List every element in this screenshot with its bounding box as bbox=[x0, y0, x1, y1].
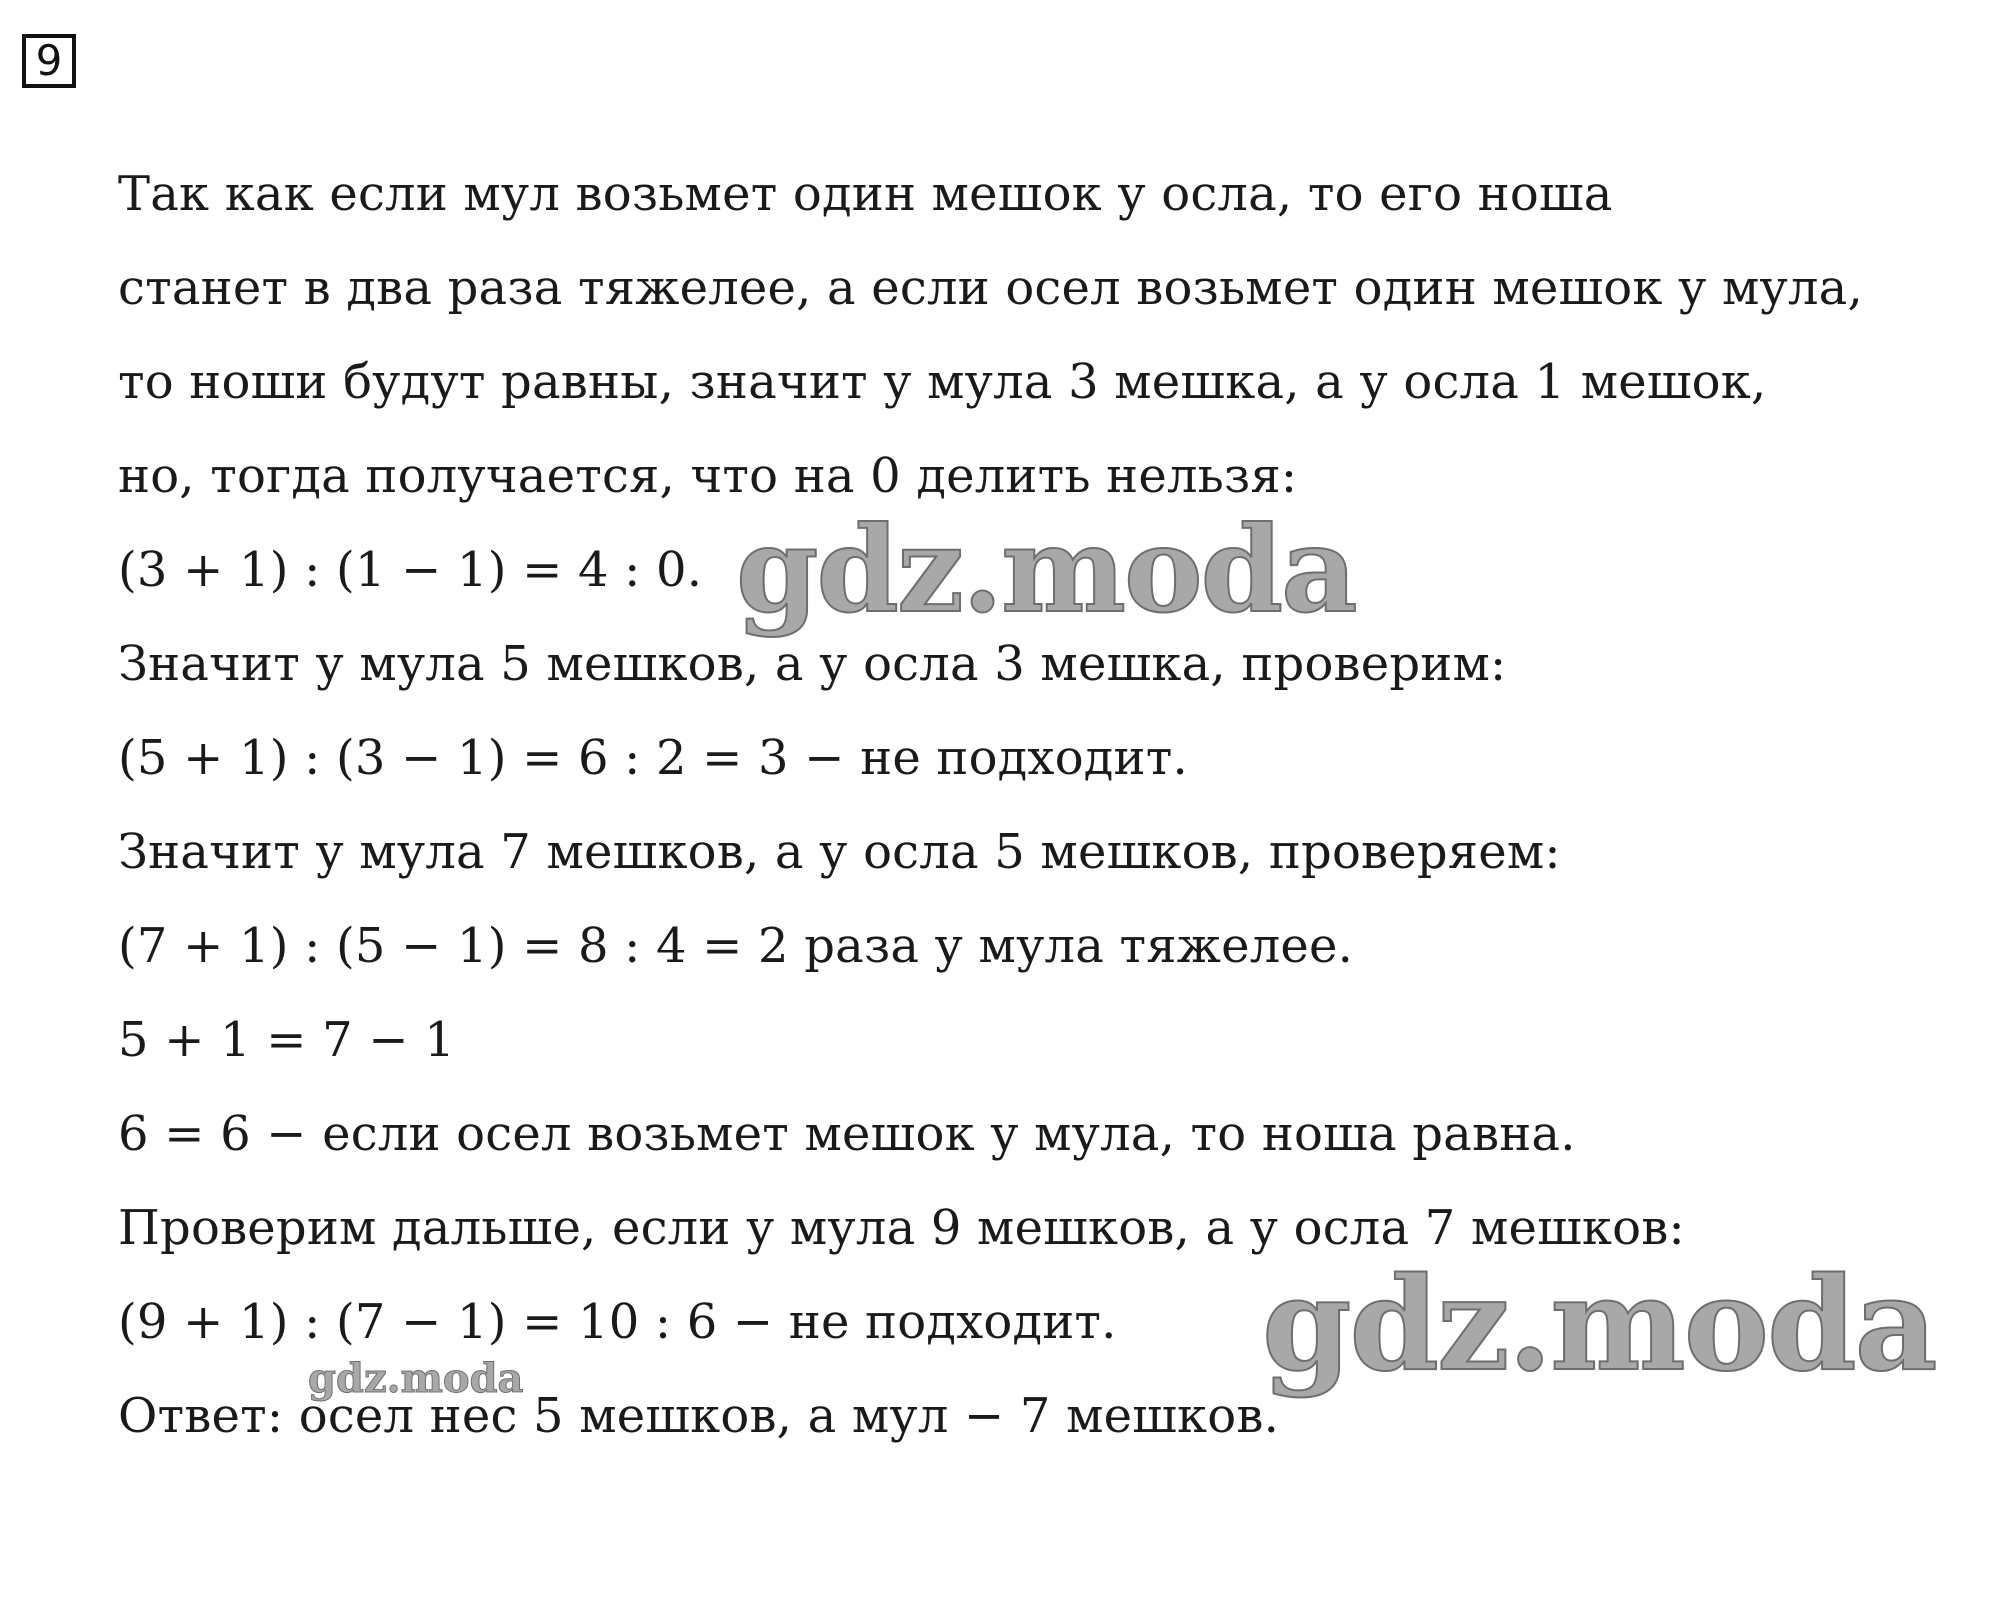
answer-line: Ответ: осел нес 5 мешков, а мул − 7 мешков. bbox=[118, 1388, 1280, 1444]
solution-line-12: Проверим дальше, если у мула 9 мешков, а у осла 7 мешков: bbox=[118, 1200, 1685, 1256]
task-number-box bbox=[22, 34, 76, 88]
task-number: 9 bbox=[35, 36, 63, 85]
solution-line-1: Так как если мул возьмет один мешок у осла, то его ноша bbox=[118, 166, 1613, 222]
solution-line-8: Значит у мула 7 мешков, а у осла 5 мешков, проверяем: bbox=[118, 824, 1561, 880]
solution-line-13: (9 + 1) : (7 − 1) = 10 : 6 − не подходит. bbox=[118, 1294, 1117, 1350]
solution-line-3: то ноши будут равны, значит у мула 3 мешка, а у осла 1 мешок, bbox=[118, 354, 1767, 410]
solution-line-9: (7 + 1) : (5 − 1) = 8 : 4 = 2 раза у мула тяжелее. bbox=[118, 918, 1354, 974]
watermark-logo: gdz.moda bbox=[1262, 1250, 1936, 1400]
solution-line-11: 6 = 6 − если осел возьмет мешок у мула, то ноша равна. bbox=[118, 1106, 1576, 1162]
solution-line-5: (3 + 1) : (1 − 1) = 4 : 0. bbox=[118, 542, 703, 598]
watermark-logo: gdz.moda bbox=[308, 1355, 524, 1402]
solution-line-6: Значит у мула 5 мешков, а у осла 3 мешка, проверим: bbox=[118, 636, 1507, 692]
solution-line-4: но, тогда получается, что на 0 делить нельзя: bbox=[118, 448, 1298, 504]
watermark-logo: gdz.moda bbox=[736, 500, 1356, 639]
solution-line-7: (5 + 1) : (3 − 1) = 6 : 2 = 3 − не подходит. bbox=[118, 730, 1188, 786]
solution-line-10: 5 + 1 = 7 − 1 bbox=[118, 1012, 455, 1068]
solution-line-2: станет в два раза тяжелее, а если осел возьмет один мешок у мула, bbox=[118, 260, 1863, 316]
